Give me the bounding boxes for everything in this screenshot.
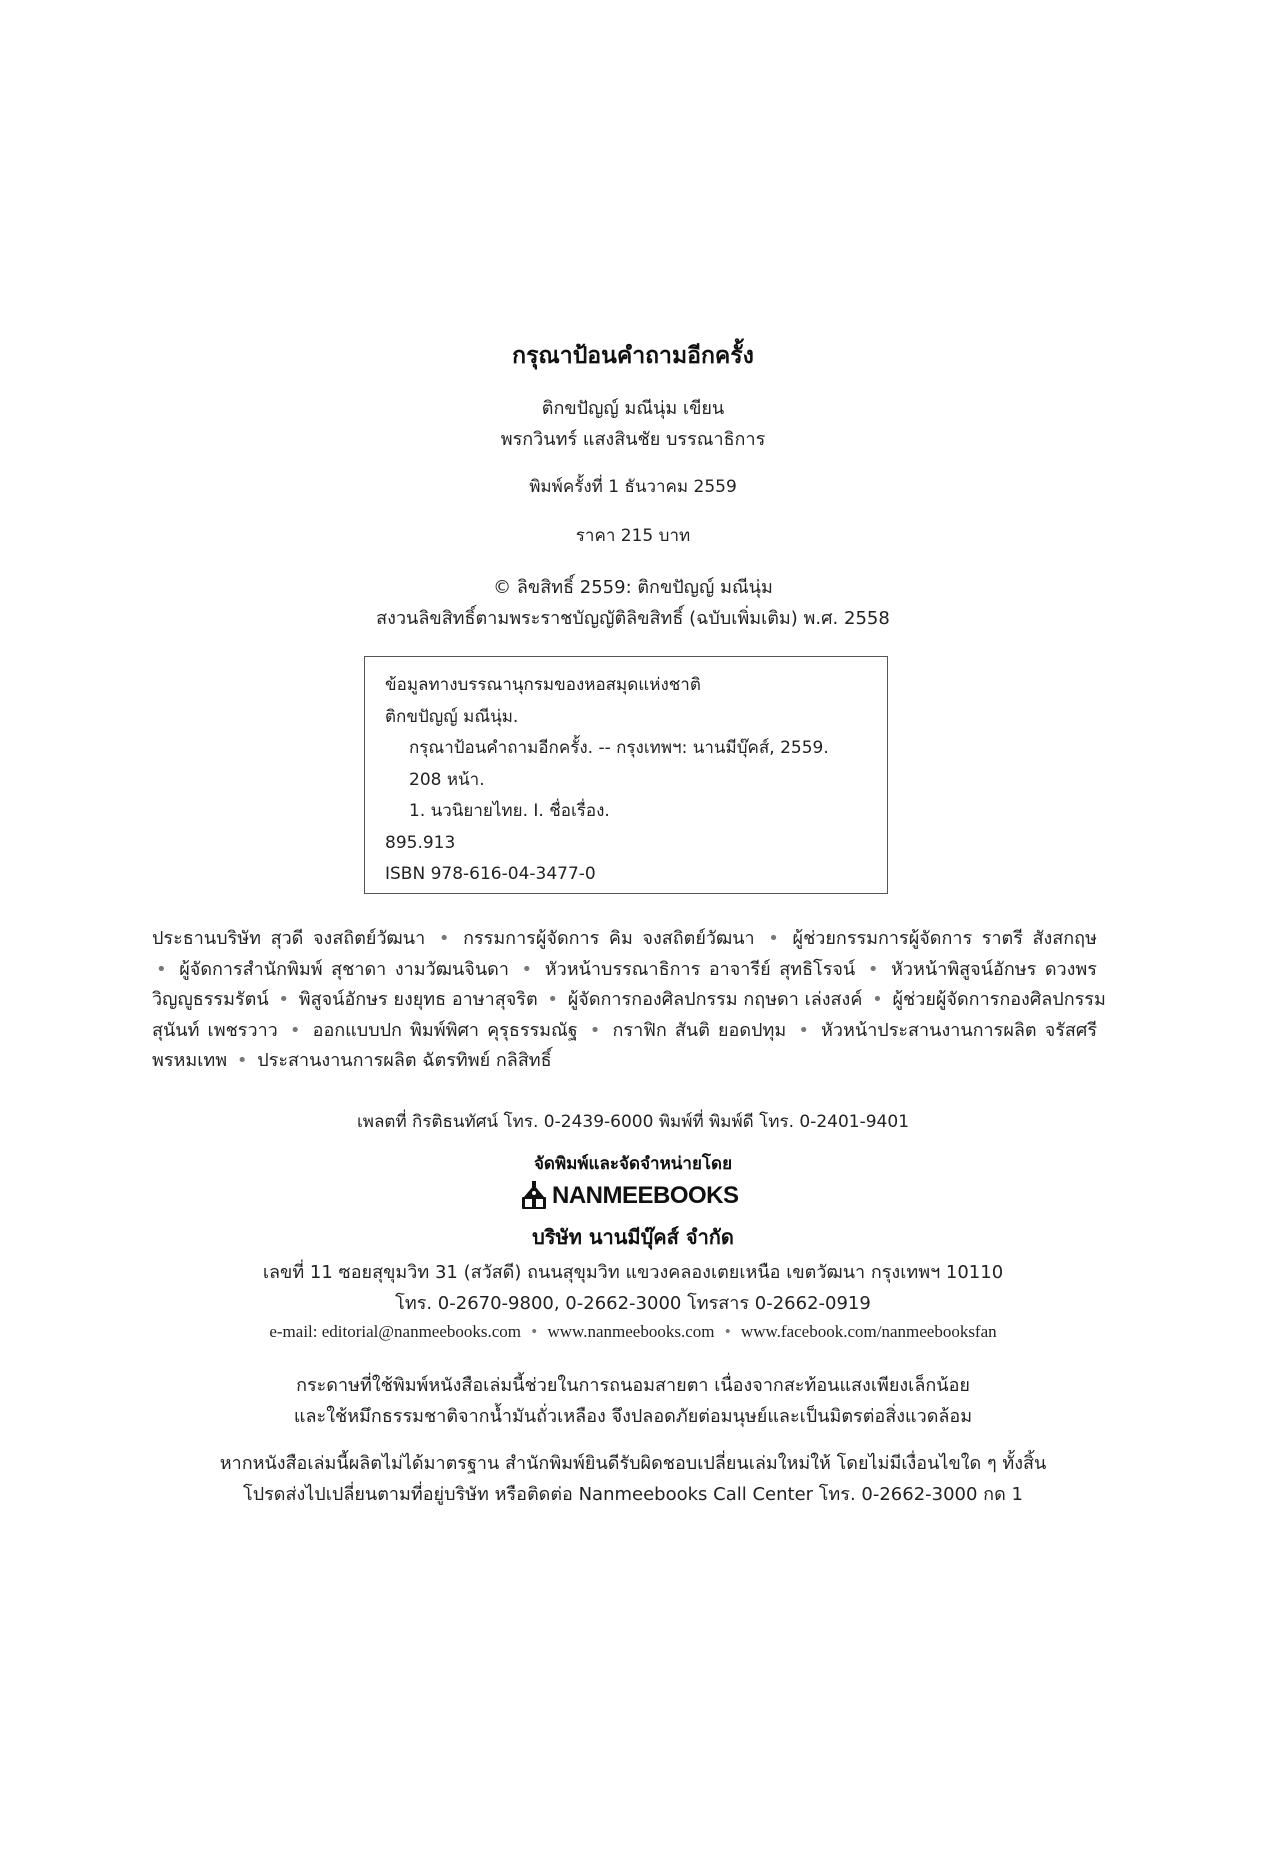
staff-credits — [152, 924, 1106, 1077]
printer-info: เพลตที่ กิรติธนทัศน์ โทร. 0-2439-6000 พิมพ์ที่ พิมพ์ดี โทร. 0-2401-9401 — [356, 1112, 910, 1132]
staff-entry: สุนันท์ เพชรวาว — [152, 1019, 278, 1041]
bullet: • — [289, 1019, 301, 1041]
publisher-logo — [520, 1178, 760, 1214]
staff-row — [152, 924, 1097, 955]
bullet: • — [531, 1322, 538, 1341]
email-link[interactable]: e-mail: editorial@nanmeebooks.com — [269, 1322, 522, 1341]
bullet: • — [724, 1322, 731, 1341]
bullet: • — [236, 1050, 248, 1071]
staff-entry: ผู้จัดการกองศิลปกรรม กฤษดา เล่งสงค์ — [567, 989, 863, 1010]
staff-entry: หัวหน้าพิสูจน์อักษร ดวงพร — [891, 958, 1097, 980]
website-link[interactable]: www.nanmeebooks.com — [547, 1322, 715, 1341]
cip-author: ติกขปัญญ์ มณีนุ่ม. — [385, 706, 519, 727]
staff-row — [152, 1016, 1097, 1047]
cip-isbn: ISBN 978-616-04-3477-0 — [385, 864, 596, 884]
cip-title: กรุณาป้อนคำถามอีกครั้ง. -- กรุงเทพฯ: นานมีบุ๊คส์, 2559. — [409, 738, 829, 758]
staff-entry: ออกแบบปก พิมพ์พิศา คุรุธรรมณัฐ — [312, 1019, 578, 1041]
staff-entry: หัวหน้าประสานงานการผลิต จรัสศรี — [821, 1019, 1097, 1041]
bullet: • — [867, 958, 879, 980]
cip-pages: 208 หน้า. — [409, 769, 485, 790]
defect-notice-line1: หากหนังสือเล่มนี้ผลิตไม่ได้มาตรฐาน สำนักพิมพ์ยินดีรับผิดชอบเปลี่ยนเล่มใหม่ให้ โดยไม่มีเงื่อนไขใด ๆ ทั้งสิ้น — [219, 1453, 1047, 1474]
staff-entry: วิญญูธรรมรัตน์ — [152, 989, 269, 1010]
author-credit: ติกขปัญญ์ มณีนุ่ม เขียน — [541, 398, 725, 419]
distributed-by-label: จัดพิมพ์และจัดจำหน่ายโดย — [533, 1154, 733, 1174]
bullet: • — [798, 1019, 809, 1041]
contact-links — [0, 1322, 1266, 1342]
editor-credit: พรกวินทร์ แสงสินชัย บรรณาธิการ — [500, 429, 766, 450]
bullet: • — [156, 958, 167, 980]
staff-entry: ผู้ช่วยกรรมการผู้จัดการ ราตรี สังสกฤษ — [792, 928, 1097, 949]
staff-row — [152, 1046, 1097, 1077]
staff-entry: ผู้จัดการสำนักพิมพ์ สุชาดา งามวัฒนจินดา — [179, 958, 509, 980]
edition-info: พิมพ์ครั้งที่ 1 ธันวาคม 2559 — [529, 477, 737, 497]
company-phone: โทร. 0-2670-9800, 0-2662-3000 โทรสาร 0-2662-0919 — [395, 1293, 871, 1314]
staff-entry: หัวหน้าบรรณาธิการ อาจารีย์ สุทธิโรจน์ — [544, 958, 856, 980]
bullet: • — [589, 1019, 601, 1041]
paper-note-line2: และใช้หมึกธรรมชาติจากน้ำมันถั่วเหลือง จึงปลอดภัยต่อมนุษย์และเป็นมิตรต่อสิ่งแวดล้อม — [293, 1406, 973, 1427]
staff-entry: ประสานงานการผลิต ฉัตรทิพย์ กลิสิทธิ์ — [257, 1050, 552, 1071]
nanmee-logo-icon — [520, 1181, 548, 1211]
company-address: เลขที่ 11 ซอยสุขุมวิท 31 (สวัสดี) ถนนสุขุมวิท แขวงคลองเตยเหนือ เขตวัฒนา กรุงเทพฯ 10110 — [262, 1262, 1004, 1283]
publisher-logo-text: NANMEEBOOKS — [552, 1182, 739, 1209]
staff-row — [152, 955, 1097, 986]
company-name: บริษัท นานมีบุ๊คส์ จำกัด — [532, 1225, 734, 1249]
defect-notice-line2: โปรดส่งไปเปลี่ยนตามที่อยู่บริษัท หรือติดต่อ Nanmeebooks Call Center โทร. 0-2662-3000 กด 1 — [243, 1484, 1023, 1505]
price: ราคา 215 บาท — [575, 526, 691, 546]
copyright-notice: © ลิขสิทธิ์ 2559: ติกขปัญญ์ มณีนุ่ม — [493, 577, 773, 598]
cip-classification: 895.913 — [385, 832, 456, 853]
bullet: • — [438, 928, 450, 949]
bullet: • — [521, 958, 533, 980]
bullet: • — [547, 989, 558, 1010]
bullet: • — [768, 928, 779, 949]
staff-row — [152, 985, 1106, 1016]
book-title: กรุณาป้อนคำถามอีกครั้ง — [512, 343, 754, 369]
staff-entry: กรรมการผู้จัดการ คิม จงสถิตย์วัฒนา — [463, 928, 755, 949]
facebook-link[interactable]: www.facebook.com/nanmeebooksfan — [740, 1322, 997, 1341]
staff-entry: พรหมเทพ — [152, 1050, 228, 1071]
bullet: • — [872, 989, 883, 1010]
staff-entry: กราฟิก สันติ ยอดปทุม — [612, 1019, 787, 1041]
cip-subject: 1. นวนิยายไทย. I. ชื่อเรื่อง. — [409, 801, 610, 821]
paper-note-line1: กระดาษที่ใช้พิมพ์หนังสือเล่มนี้ช่วยในการถนอมสายตา เนื่องจากสะท้อนแสงเพียงเล็กน้อย — [296, 1375, 970, 1396]
cip-heading: ข้อมูลทางบรรณานุกรมของหอสมุดแห่งชาติ — [385, 675, 701, 695]
staff-entry: ผู้ช่วยผู้จัดการกองศิลปกรรม — [892, 989, 1106, 1010]
rights-notice: สงวนลิขสิทธิ์ตามพระราชบัญญัติลิขสิทธิ์ (ฉบับเพิ่มเติม) พ.ศ. 2558 — [376, 608, 890, 629]
cip-data-box — [364, 656, 888, 894]
staff-entry: พิสูจน์อักษร ยงยุทธ อาษาสุจริต — [298, 989, 538, 1010]
bullet: • — [278, 989, 289, 1010]
staff-entry: ประธานบริษัท สุวดี จงสถิตย์วัฒนา — [152, 928, 426, 949]
